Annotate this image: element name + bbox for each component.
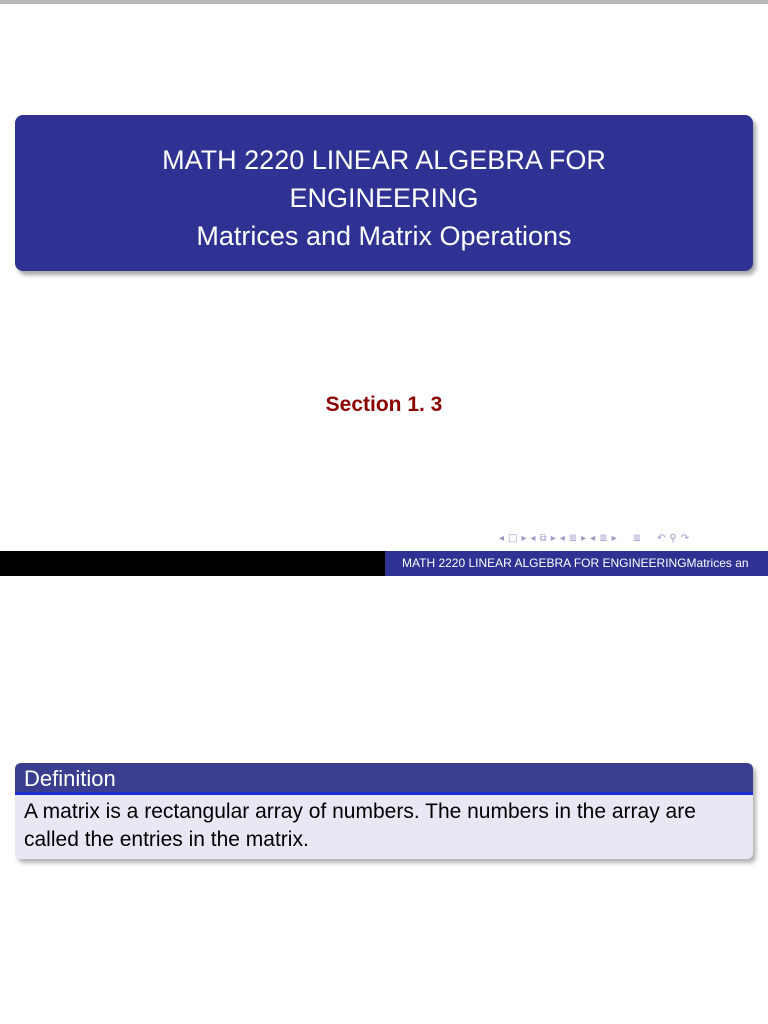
section-label: Section 1. 3 [325, 393, 443, 416]
nav-next-frame-icon[interactable]: ▸ [521, 533, 527, 544]
nav-list-icon[interactable]: ≣ [599, 533, 608, 544]
nav-subsection-icon[interactable]: ⧉ [539, 533, 547, 544]
nav-frame-icon[interactable]: □ [508, 533, 518, 544]
nav-forward-icon[interactable]: ↷ [680, 533, 690, 544]
title-line-1: MATH 2220 LINEAR ALGEBRA FOR [162, 145, 606, 175]
definition-text: A matrix is a rectangular array of numbers. The numbers in the array are called the entries in the matrix. [24, 800, 696, 851]
beamer-navigation-bar [499, 532, 768, 546]
nav-section-icon[interactable]: ≣ [568, 533, 578, 544]
nav-back-icon[interactable]: ↶ [657, 533, 666, 544]
nav-next-subsection-icon[interactable]: ▸ [550, 533, 556, 544]
nav-next-icon[interactable]: ▸ [611, 533, 617, 544]
nav-outline-icon[interactable]: ≣ [632, 533, 642, 544]
nav-next-section-icon[interactable]: ▸ [581, 533, 587, 544]
nav-prev-subsection-icon[interactable]: ◂ [530, 533, 536, 544]
nav-search-icon[interactable]: ⚲ [669, 533, 677, 544]
definition-title: Definition [15, 763, 753, 795]
footer-bar [0, 551, 768, 576]
subtitle: Matrices and Matrix Operations [196, 221, 572, 251]
footer-left-panel [0, 551, 385, 576]
nav-prev-frame-icon[interactable]: ◂ [499, 533, 505, 544]
title-block [15, 115, 753, 271]
top-divider [0, 0, 768, 4]
nav-prev-icon[interactable]: ◂ [590, 533, 596, 544]
footer-title: MATH 2220 LINEAR ALGEBRA FOR ENGINEERINGMatrices an [385, 551, 768, 576]
title-line-2: ENGINEERING [289, 183, 479, 213]
definition-block [15, 763, 753, 859]
nav-prev-section-icon[interactable]: ◂ [559, 533, 565, 544]
